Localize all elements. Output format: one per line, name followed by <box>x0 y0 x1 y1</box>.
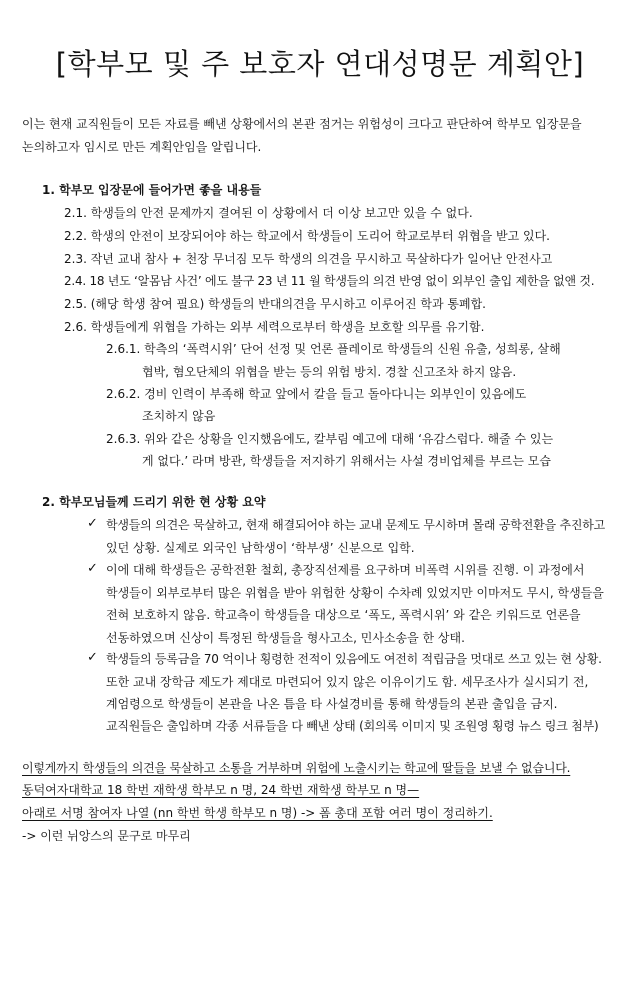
sub-list-item-continuation: 게 없다.’ 라며 방관, 학생들을 저지하기 위해서는 사설 경비업체를 부르는 모습 <box>142 454 551 468</box>
check-mark-icon: ✓ <box>87 650 98 665</box>
section-1-heading: 1. 학부모 입장문에 들어가면 좋을 내용들 <box>42 183 262 197</box>
bullet-line: 학생들의 의견은 묵살하고, 현재 해결되어야 하는 교내 문제도 무시하며 몰래 공학전환을 추진하고 <box>106 518 606 532</box>
list-item: 2.4. 18 년도 ‘알몸남 사건’ 에도 불구 23 년 11 월 학생들의 의견 반영 없이 외부인 출입 제한을 없앤 것. <box>64 274 595 288</box>
section-2-heading: 2. 학부모님들께 드리기 위한 현 상황 요약 <box>42 495 266 509</box>
bullet-line: 또한 교내 장학금 제도가 제대로 마련되어 있지 않은 이유이기도 함. 세무조사가 실시되기 전, <box>106 675 589 689</box>
list-item: 2.5. (해당 학생 참여 필요) 학생들의 반대의견을 무시하고 이루어진 학과 통폐합. <box>64 297 486 311</box>
bullet-line: 선동하였으며 신상이 특정된 학생들을 형사고소, 민사소송을 한 상태. <box>106 631 465 645</box>
bullet-line: 교직원들은 출입하며 각종 서류들을 다 빼낸 상태 (회의록 이미지 및 조원영 횡령 뉴스 링크 첨부) <box>106 719 599 733</box>
list-item: 2.2. 학생의 안전이 보장되어야 하는 학교에서 학생들이 도리어 학교로부터 위협을 받고 있다. <box>64 229 550 243</box>
closing-signature-line: 동덕여자대학교 18 학번 재학생 학부모 n 명, 24 학번 재학생 학부모 n 명— <box>22 783 420 797</box>
closing-remark: -> 이런 뉘앙스의 문구로 마무리 <box>22 829 191 843</box>
sub-list-item: 2.6.3. 위와 같은 상황을 인지했음에도, 칼부림 예고에 대해 ‘유감스럽다. 해줄 수 있는 <box>106 432 554 446</box>
check-mark-icon: ✓ <box>87 516 98 531</box>
check-mark-icon: ✓ <box>87 561 98 576</box>
bullet-line: 이에 대해 학생들은 공학전환 철회, 총장직선제를 요구하며 비폭력 시위를 진행. 이 과정에서 <box>106 563 585 577</box>
bullet-line: 학생들의 등록금을 70 억이나 횡령한 전적이 있음에도 여전히 적립금을 멋대로 쓰고 있는 현 상황. <box>106 652 602 666</box>
sub-list-item-continuation: 협박, 혐오단체의 위협을 받는 등의 위험 방치. 경찰 신고조차 하지 않음. <box>142 365 517 379</box>
intro-line: 이는 현재 교직원들이 모든 자료를 빼낸 상황에서의 본관 점거는 위험성이 크다고 판단하여 학부모 입장문을 <box>22 117 582 131</box>
intro-line: 논의하고자 임시로 만든 계획안임을 알립니다. <box>22 140 262 154</box>
closing-signers-note: 아래로 서명 참여자 나열 (nn 학번 학생 학부모 n 명) -> 폼 총대 포함 여러 명이 정리하기. <box>22 806 493 820</box>
closing-statement: 이렇게까지 학생들의 의견을 묵살하고 소통을 거부하며 위험에 노출시키는 학교에 딸들을 보낼 수 없습니다. <box>22 761 571 775</box>
sub-list-item: 2.6.2. 경비 인력이 부족해 학교 앞에서 칼을 들고 돌아다니는 외부인이 있음에도 <box>106 387 527 401</box>
bullet-line: 학생들이 외부로부터 많은 위협을 받아 위험한 상황이 수차례 있었지만 이마저도 무시, 학생들을 <box>106 586 604 600</box>
list-item: 2.3. 작년 교내 참사 + 천장 무너짐 모두 학생의 의견을 무시하고 묵살하다가 일어난 안전사고 <box>64 252 553 266</box>
sub-list-item: 2.6.1. 학측의 ‘폭력시위’ 단어 선정 및 언론 플레이로 학생들의 신원 유출, 성희롱, 살해 <box>106 342 561 356</box>
bullet-line: 전혀 보호하지 않음. 학교측이 학생들을 대상으로 ‘폭도, 폭력시위’ 와 같은 키워드로 언론을 <box>106 608 581 622</box>
bullet-line: 있던 상황. 실제로 외국인 남학생이 ‘학부생’ 신분으로 입학. <box>106 541 415 555</box>
sub-list-item-continuation: 조치하지 않음 <box>142 409 216 423</box>
document-title: [학부모 및 주 보호자 연대성명문 계획안] <box>55 47 585 81</box>
bullet-line: 계엄령으로 학생들이 본관을 나온 틈을 타 사설경비를 통해 학생들의 본관 출입을 금지. <box>106 697 558 711</box>
list-item: 2.1. 학생들의 안전 문제까지 결여된 이 상황에서 더 이상 보고만 있을 수 없다. <box>64 206 473 220</box>
list-item: 2.6. 학생들에게 위협을 가하는 외부 세력으로부터 학생을 보호할 의무를 유기함. <box>64 320 485 334</box>
